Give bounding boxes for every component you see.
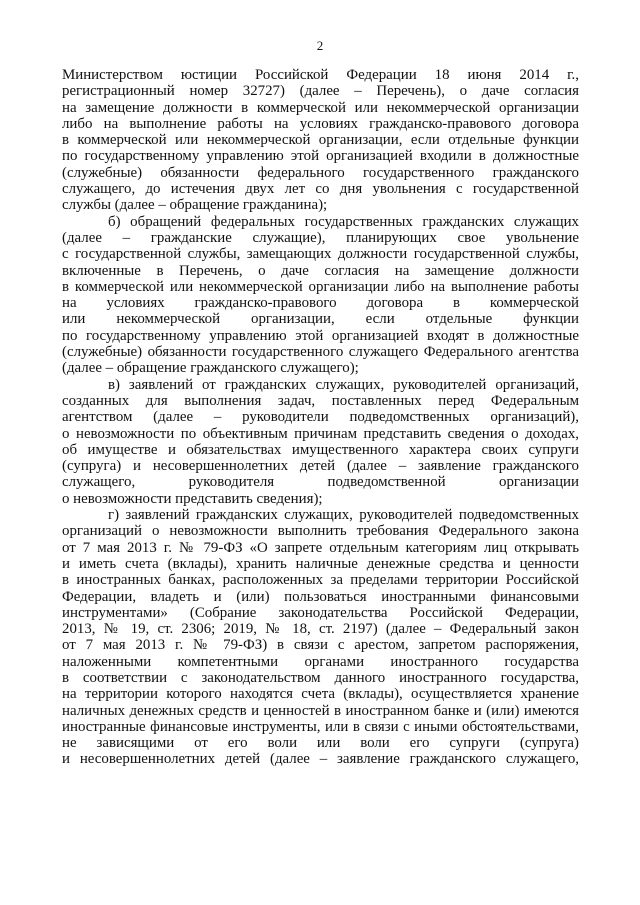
paragraph-p4	[62, 507, 579, 768]
text-line: на условиях гражданско-правового договора в коммерческой	[62, 295, 579, 312]
text-line: по государственному управлению этой организацией входят в должностные	[62, 327, 579, 344]
text-line: созданных для выполнения задач, поставленных перед Федеральным	[62, 392, 579, 409]
text-line: служащего, до истечения двух лет со дня увольнения с государственной	[62, 181, 579, 198]
text-line: в соответствии с законодательством данного иностранного государства,	[62, 669, 579, 686]
text-line: (служебные) обязанности федерального государственного гражданского	[62, 164, 579, 181]
text-line: или некоммерческой организации, если отдельные функции	[62, 311, 579, 328]
text-line: агентством (далее – руководители подведомственных организаций),	[62, 409, 579, 426]
text-line: по государственному управлению этой организацией входили в должностные	[62, 148, 579, 165]
paragraph-p1	[62, 67, 579, 214]
text-line: служащего, руководителя подведомственной организации	[62, 474, 579, 491]
text-line: на замещение должности в коммерческой или некоммерческой организации	[62, 99, 579, 116]
text-line: включенные в Перечень, о даче согласия на замещение должности	[62, 262, 579, 279]
text-line: в коммерческой или некоммерческой организации, если отдельные функции	[62, 132, 579, 149]
text-line: (служебные) обязанности государственного служащего Федерального агентства	[62, 344, 579, 361]
document-body	[62, 67, 579, 768]
text-line: об имуществе и обязательствах имущественного характера своих супруги	[62, 441, 579, 458]
text-line: б) обращений федеральных государственных гражданских служащих	[108, 213, 579, 230]
text-line: (далее – обращение гражданского служащего);	[62, 360, 359, 377]
text-line: организаций о невозможности выполнить требования Федерального закона	[62, 523, 579, 540]
text-line: либо на выполнение работы на условиях гражданско-правового договора	[62, 115, 579, 132]
text-line: службы (далее – обращение гражданина);	[62, 197, 328, 214]
paragraph-p2	[62, 214, 579, 377]
text-line: с государственной службы, замещающих должности государственной службы,	[62, 246, 579, 263]
text-line: наложенными компетентными органами иностранного государства	[62, 653, 579, 670]
text-line: г) заявлений гражданских служащих, руководителей подведомственных	[108, 507, 579, 524]
text-line: от 7 мая 2013 г. № 79-ФЗ) в связи с арестом, запретом распоряжения,	[62, 637, 579, 654]
text-line: о невозможности представить сведения);	[62, 490, 323, 507]
text-line: в) заявлений от гражданских служащих, руководителей организаций,	[108, 376, 579, 393]
text-line: Министерством юстиции Российской Федерации 18 июня 2014 г.,	[62, 67, 579, 83]
text-line: (супруга) и несовершеннолетних детей (далее – заявление гражданского	[62, 458, 579, 475]
text-line: в коммерческой или некоммерческой организации либо на выполнение работы	[62, 278, 579, 295]
text-line: и иметь счета (вклады), хранить наличные денежные средства и ценности	[62, 555, 579, 572]
text-line: (далее – гражданские служащие), планирующих свое увольнение	[62, 229, 579, 246]
paragraph-p3	[62, 377, 579, 507]
text-line: о невозможности по объективным причинам представить сведения о доходах,	[62, 425, 579, 442]
text-line: наличных денежных средств и ценностей в иностранном банке и (или) имеются	[62, 702, 579, 719]
text-line: от 7 мая 2013 г. № 79-ФЗ «О запрете отдельным категориям лиц открывать	[62, 539, 579, 556]
text-line: и несовершеннолетних детей (далее – заявление гражданского служащего,	[62, 751, 579, 768]
text-line: 2013, № 19, ст. 2306; 2019, № 18, ст. 2197) (далее – Федеральный закон	[62, 621, 579, 638]
text-line: на территории которого находятся счета (вклады), осуществляется хранение	[62, 686, 579, 703]
text-line: иностранные финансовые инструменты, или в связи с иными обстоятельствами,	[62, 718, 579, 735]
page-number: 2	[316, 38, 324, 53]
text-line: регистрационный номер 32727) (далее – Перечень), о даче согласия	[62, 83, 579, 100]
text-line: инструментами» (Собрание законодательства Российской Федерации,	[62, 604, 579, 621]
text-line: в иностранных банках, расположенных за пределами территории Российской	[62, 572, 579, 589]
text-line: не зависящими от его воли или воли его супруги (супруга)	[62, 735, 579, 752]
text-line: Федерации, владеть и (или) пользоваться иностранными финансовыми	[62, 588, 579, 605]
